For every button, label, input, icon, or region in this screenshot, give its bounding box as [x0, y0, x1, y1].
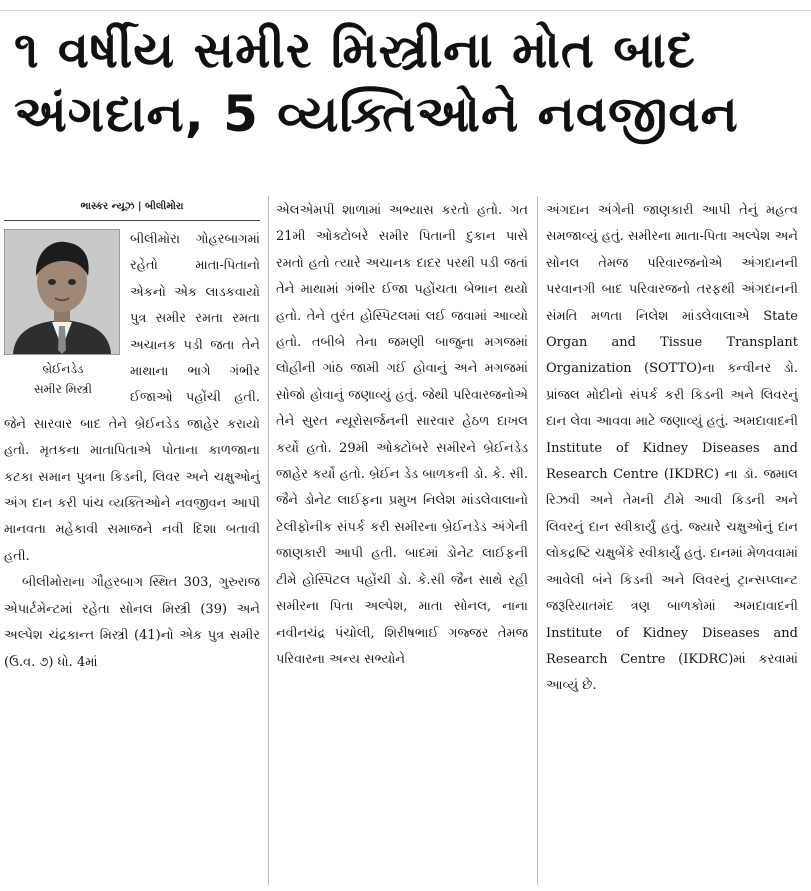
column-divider: [268, 196, 269, 885]
article-column-2: [276, 198, 528, 885]
photo-caption-line-2: સમીર મિસ્ત્રી: [33, 382, 93, 396]
article-paragraph: બીલીમોરાના ગૌહરબાગ સ્થિત 303, ગુરુરાજ એપાર્ટમેન્ટમાં રહેતા સોનલ મિસ્ત્રી (39) અને અલ્પેશ ચંદ્રકાન્ત મિસ્ત્રી (41)નો એક પુત્ર સમીર (ઉ.વ. ૭) ધો. 4માં: [4, 575, 260, 670]
article-paragraph: એલએમપી શાળામાં અભ્યાસ કરતો હતો. ગત 21મી ઓક્ટોબરે સમીર પિતાની દુકાન પાસે રમતો હતો ત્યારે અચાનક દાદર પરથી પડી જતાં તેને માથામાં ગંભીર ઈજા પહોંચતા બેભાન થયો હતો. તેને તુરંત હોસ્પિટલમાં લઈ જવામાં આવ્યો હતો. તબીબે તેના જમણી બાજુના મગજમાં લોહીની ગાંઠ જામી ગઈ હોવાનું અને મગજમાં સોજો હોવાનું જણાવ્યું હતું. જેથી પરિવારજનોએ તેને સુરત ન્યૂરોસર્જનની સારવાર હેઠળ દાખલ કર્યો હતો. 29મી ઓક્ટોબરે સમીરને બ્રેઈનડેડ જાહેર કર્યો હતો. બ્રેઈન ડેડ બાળકની ડો. કે. સી. જૈને ડોનેટ લાઈફના પ્રમુખ નિલેશ માંડલેવાલાનો ટેલીફોનીક સંપર્ક કરી સમીરના બ્રેઈનડેડ અંગેની જાણકારી આપી હતી. બાદમાં ડોનેટ લાઈફની ટીમે હોસ્પિટલ પહોંચી ડો. કે.સી જૈન સાથે રહી સમીરના પિતા અલ્પેશ, માતા સોનલ, નાના નવીનચંદ્ર પંચોલી, શિરીષભાઈ ગજ્જર તેમજ પરિવારના અન્ય સભ્યોને: [276, 203, 528, 667]
photo-figure: [4, 229, 122, 399]
article-text-col1-p1: બીલીમોરા ગોહરબાગમાં રહેતો માતા-પિતાનો એકનો એક લાડકવાયો પુત્ર સમીર રમતા રમતા અચાનક પડી જતા તેને માથાના ભાગે ગંભીર ઈજાઓ પહોંચી હતી. જેને સારવાર બાદ તેને બ્રેઈનડેડ જાહેર કરાયો હતો. મૃતકના માતાપિતાએ પોતાના કાળજાના કટકા સમાન પુત્રના કિડની, લિવર અને ચક્ષુઓનું અંગ દાન કરી પાંચ વ્યક્તિઓને નવજીવન આપી માનવતા મહેકાવી સમાજને નવી દિશા બતાવી હતી.: [4, 232, 260, 564]
headline-line-1: ૧ વર્ષીય સમીર મિસ્ત્રીના મોત બાદ: [14, 21, 696, 79]
boy-photo: [4, 229, 120, 355]
photo-caption-line-1: બ્રેઈનડેડ: [42, 362, 84, 376]
top-page-strip: [0, 0, 811, 11]
article-paragraph: અંગદાન અંગેની જાણકારી આપી તેનું મહત્વ સમજાવ્યું હતું. સમીરના માતા-પિતા અલ્પેશ અને સોનલ તેમજ પરિવારજનોએ અંગદાનની પરવાનગી બાદ પરિવારજનો તરફથી અંગદાનની સંમતિ મળતા નિલેશ માંડલેવાલાએ State Organ and Tissue Transplant Organization (SOTTO)ના કન્વીનર ડો. પ્રાંજલ મોદીનો સંપર્ક કરી કિડની અને લિવરનું દાન લેવા આવવા માટે જણાવ્યું હતું. અમદાવાદની Institute of Kidney Diseases and Research Centre (IKDRC) ના ડૉ. જમાલ રિઝવી અને તેમની ટીમે આવી કિડની અને લિવરનું દાન સ્વીકાર્યું હતું. જ્યારે ચક્ષુઓનું દાન લોકદ્રષ્ટિ ચક્ષુબેંકે સ્વીકાર્યું હતું. દાનમાં મેળવવામાં આવેલી બંને કિડની અને લિવરનું ટ્રાન્સપ્લાન્ટ જરૂરિયાતમંદ ત્રણ બાળકોમાં અમદાવાદની Institute of Kidney Diseases and Research Centre (IKDRC)માં કરવામાં આવ્યું છે.: [546, 203, 798, 694]
article-paragraph: [4, 227, 260, 570]
byline: ભાસ્કર ન્યૂઝ | બીલીમોરા: [80, 201, 184, 212]
article-column-3: [546, 198, 798, 885]
headline: [14, 18, 804, 146]
byline-rule: [4, 220, 260, 221]
headline-line-2: અંગદાન, 5 વ્યક્તિઓને નવજીવન: [14, 85, 739, 143]
boy-portrait-image: [5, 230, 119, 354]
article-column-1: [4, 196, 260, 885]
photo-caption: [4, 359, 122, 399]
column-divider: [537, 196, 538, 885]
